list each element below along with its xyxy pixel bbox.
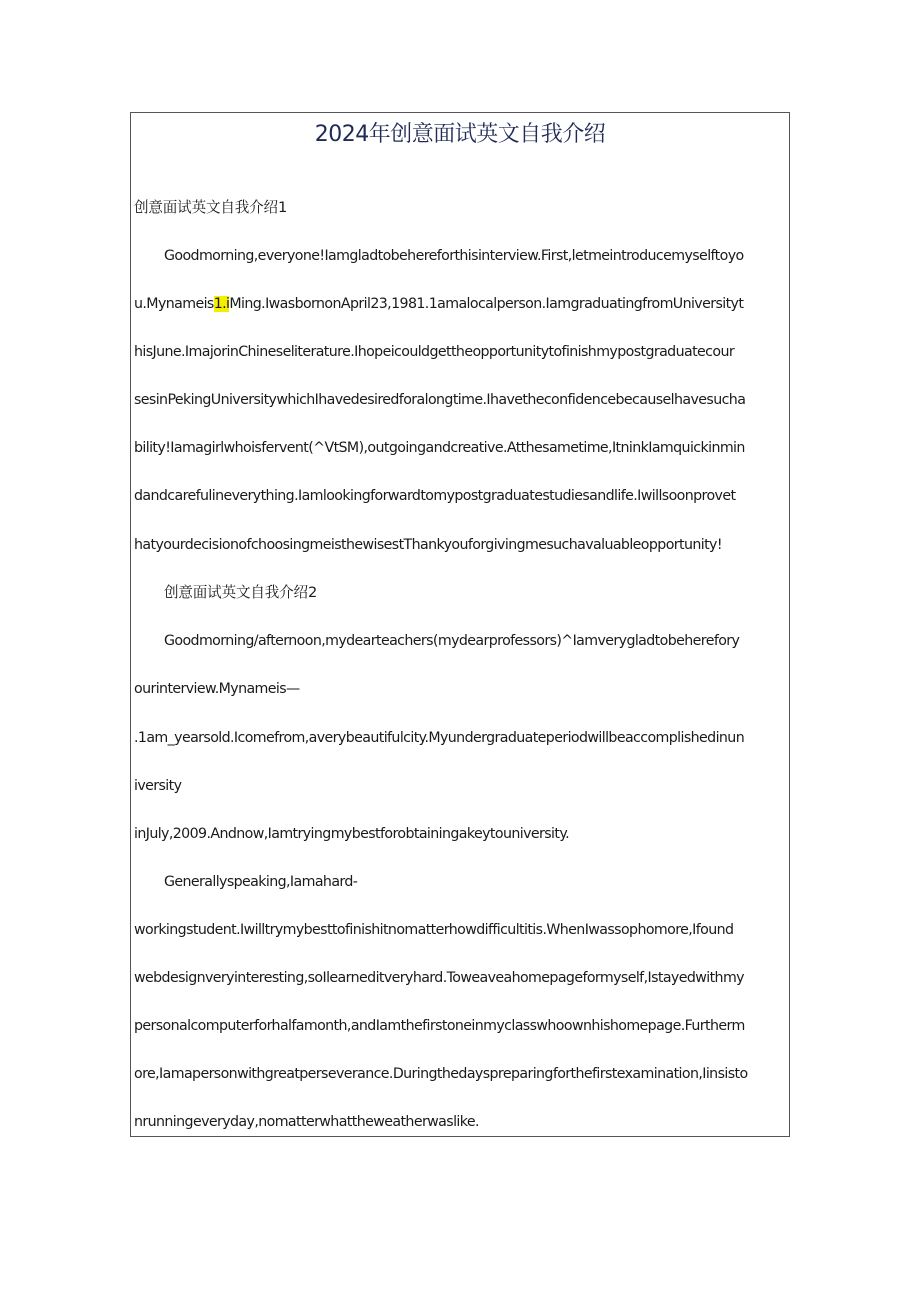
paragraph-line: iversity — [134, 778, 182, 794]
paragraph-line: personalcomputerforhalfamonth,andIamthefirstoneinmyclasswhoownhishomepage.Furtherm — [134, 1018, 745, 1034]
section1-heading: 创意面试英文自我介绍1 — [134, 199, 288, 216]
paragraph-line: sesinPekingUniversitywhichIhavedesiredforalongtime.Ihavetheconfidencebecauselhavesucha — [134, 392, 746, 408]
paragraph-line: inJuly,2009.Andnow,Iamtryingmybestforobtainingakeytouniversity. — [134, 826, 570, 842]
paragraph-line: workingstudent.Iwilltrymybesttofinishitnomatterhowdifficultitis.WhenIwassophomore,Ifound — [134, 922, 734, 938]
paragraph-line: bility!Iamagirlwhoisfervent(^VtSM),outgoingandcreative.Atthesametime,ItninkIamquickinmin — [134, 440, 745, 456]
paragraph-line: ourinterview.Mynameis— — [134, 681, 300, 697]
paragraph-line: nrunningeveryday,nomatterwhattheweatherwaslike. — [134, 1114, 479, 1130]
document-title: 2024年创意面试英文自我介绍 — [314, 122, 606, 147]
paragraph-line: ore,Iamapersonwithgreatperseverance.Duringthedayspreparingforthefirstexamination,Iinsisto — [134, 1066, 748, 1082]
paragraph-line: Goodmorning/afternoon,mydearteachers(mydearprofessors)^Iamverygladtobeherefory — [164, 633, 740, 649]
paragraph-line: dandcarefulineverything.Iamlookingforwardtomypostgraduatestudiesandlife.Iwillsoonprovet — [134, 488, 736, 504]
paragraph-text: Ming.IwasbornonApril23,1981.1amalocalperson.IamgraduatingfromUniversityt — [229, 296, 744, 312]
paragraph-line: Generallyspeaking,Iamahard- — [164, 874, 358, 890]
highlighted-text: 1.i — [213, 296, 230, 312]
paragraph-line: .1am_yearsold.Icomefrom,averybeautifulcity.Myundergraduateperiodwillbeaccomplishedinun — [134, 730, 745, 746]
paragraph-line: webdesignveryinteresting,soIlearneditveryhard.Toweaveahomepageformyself,Istayedwithmy — [134, 970, 744, 986]
paragraph-line: Goodmorning,everyone!Iamgladtobehereforthisinterview.First,letmeintroducemyselftoyo — [164, 248, 744, 264]
section2-heading: 创意面试英文自我介绍2 — [164, 584, 318, 601]
paragraph-line: hatyourdecisionofchoosingmeisthewisestThankyouforgivingmesuchavaluableopportunity! — [134, 537, 722, 553]
paragraph-line — [134, 294, 743, 314]
paragraph-line: hisJune.ImajorinChineseliterature.Ihopeicouldgettheopportunitytofinishmypostgraduatecour — [134, 344, 735, 360]
paragraph-text: u.Mynameis — [134, 296, 214, 312]
